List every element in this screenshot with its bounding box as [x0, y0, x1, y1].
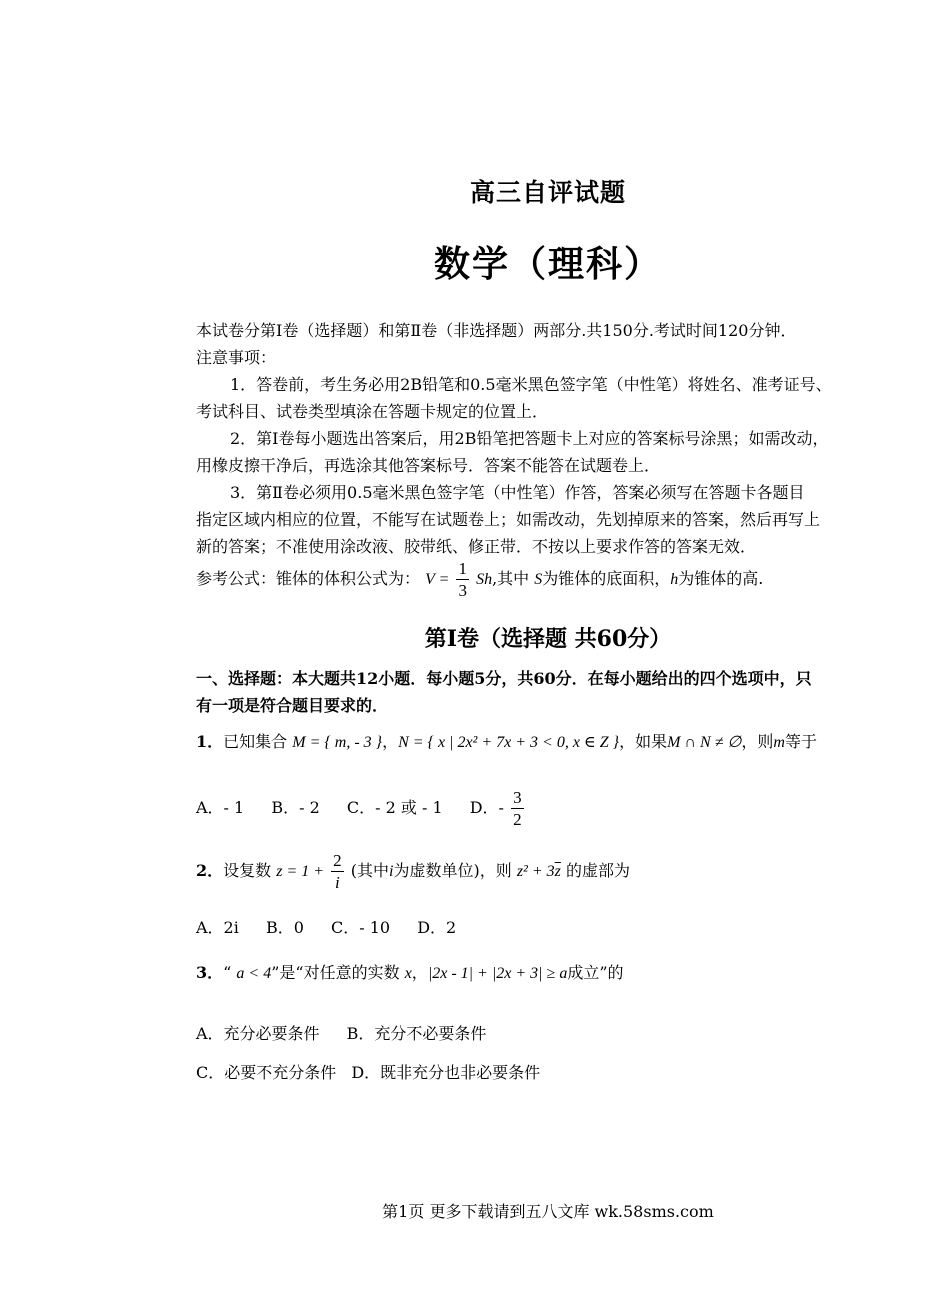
question-3-number: 3． — [196, 963, 224, 982]
question-1-text-c: ，则 — [741, 732, 774, 751]
part-1-instructions-a: 一、选择题：本大题共12小题．每小题5分，共60分．在每小题给出的四个选项中，只 — [196, 669, 812, 688]
question-2 — [196, 852, 630, 891]
intro-line: 本试卷分第Ⅰ卷（选择题）和第Ⅱ卷（非选择题）两部分.共150分.考试时间120分钟． — [196, 321, 797, 340]
question-3-var-x: x — [404, 965, 412, 982]
question-1 — [196, 729, 817, 752]
exam-subtitle: 高三自评试题 — [469, 178, 626, 207]
page-footer: 第1页 更多下载请到五八文库 wk.58sms.com — [382, 1202, 714, 1221]
question-2-options — [196, 915, 478, 938]
note-2-line-a: 2．第Ⅰ卷每小题选出答案后，用2B铅笔把答题卡上对应的答案标号涂黑；如需改动， — [230, 429, 829, 448]
question-3-options-row-1 — [196, 1021, 486, 1044]
notes-heading: 注意事项： — [196, 348, 277, 367]
part-1-heading: 第Ⅰ卷（选择题 共60分） — [424, 626, 672, 652]
question-1-number: 1． — [196, 732, 224, 751]
question-1-option-a: A．- 1 — [196, 798, 245, 817]
note-1-line-b: 考试科目、试卷类型填涂在答题卡规定的位置上． — [196, 402, 549, 421]
question-2-number: 2． — [196, 861, 224, 880]
question-3-sep: ， — [411, 963, 428, 982]
question-3-option-a: A．充分必要条件 — [196, 1024, 320, 1043]
question-2-var-i: i — [389, 863, 394, 880]
question-3-option-c: C．必要不充分条件 — [196, 1063, 337, 1082]
question-2-text-c: 为虚数单位)，则 — [393, 861, 512, 880]
fraction-denominator: 3 — [458, 581, 467, 600]
question-3 — [196, 960, 624, 983]
question-1-option-d-label: D．- — [469, 798, 504, 817]
question-1-text-a: 已知集合 — [223, 732, 288, 751]
formula-lhs: V = — [425, 571, 450, 588]
fraction-numerator: 2 — [333, 851, 342, 870]
question-3-option-d: D．既非充分也非必要条件 — [351, 1063, 541, 1082]
note-1-line-a: 1．答卷前，考生务必用2B铅笔和0.5毫米黑色签字笔（中性笔）将姓名、准考证号、 — [230, 375, 832, 394]
fraction-numerator: 1 — [458, 559, 467, 578]
question-2-option-c: C．- 10 — [331, 918, 391, 937]
question-1-option-d-fraction — [511, 789, 524, 828]
question-2-fraction — [331, 852, 344, 891]
formula-fraction — [456, 560, 469, 599]
question-2-option-b: B．0 — [265, 918, 304, 937]
formula-mid1: ,其中 — [492, 569, 530, 588]
formula-rhs: Sh — [476, 571, 493, 588]
question-1-text-d: 等于 — [784, 732, 817, 751]
question-3-condition: a < 4 — [236, 965, 272, 982]
question-2-conjugate: $\overline{z}$ — [554, 863, 561, 880]
question-3-inequality: |2x - 1| + |2x + 3| ≥ a — [427, 965, 568, 982]
question-1-option-b: B．- 2 — [271, 798, 320, 817]
note-3-line-b: 指定区域内相应的位置，不能写在试题卷上；如需改动，先划掉原来的答案，然后再写上 — [196, 510, 821, 529]
formula-var-s: S — [534, 571, 543, 588]
question-1-sep: ， — [382, 732, 399, 751]
note-2-line-b: 用橡皮擦干净后，再选涂其他答案标号．答案不能答在试题卷上． — [196, 456, 661, 475]
question-1-set-n: N = { x | 2x² + 7x + 3 < 0, x ∈ Z } — [398, 734, 620, 751]
formula-var-h: h — [670, 571, 679, 588]
note-3-line-a: 3．第Ⅱ卷必须用0.5毫米黑色签字笔（中性笔）作答，答案必须写在答题卡各题目 — [230, 483, 805, 502]
question-3-text-b: 成立”的 — [567, 963, 624, 982]
formula-mid2: 为锥体的底面积， — [542, 569, 671, 588]
question-2-option-d: D．2 — [417, 918, 457, 937]
question-3-text-a: ”是“对任意的实数 — [271, 963, 400, 982]
fraction-numerator: 3 — [513, 788, 522, 807]
question-3-option-b: B．充分不必要条件 — [346, 1024, 487, 1043]
question-1-text-b: ，如果 — [619, 732, 668, 751]
formula-prefix: 参考公式：锥体的体积公式为： — [196, 569, 421, 588]
reference-formula — [196, 560, 763, 599]
question-1-condition: M ∩ N ≠ ∅ — [667, 734, 742, 751]
part-1-instructions-b: 有一项是符合题目要求的． — [196, 696, 389, 715]
fraction-denominator: i — [335, 873, 340, 892]
question-2-option-a: A．2i — [196, 918, 239, 937]
note-3-line-c: 新的答案；不准使用涂改液、胶带纸、修正带．不按以上要求作答的答案无效． — [196, 537, 757, 556]
formula-suffix: 为锥体的高. — [678, 569, 764, 588]
question-3-quote-open: “ — [223, 963, 232, 982]
question-1-options — [196, 789, 526, 828]
question-1-option-c: C．- 2 或 - 1 — [346, 798, 443, 817]
question-3-options-row-2 — [196, 1060, 540, 1083]
question-2-expr-lhs: z = 1 + — [276, 863, 325, 880]
question-2-expr: z² + 3 — [516, 863, 555, 880]
question-2-text-d: 的虚部为 — [565, 861, 630, 880]
fraction-denominator: 2 — [513, 810, 522, 829]
question-2-text-a: 设复数 — [223, 861, 272, 880]
question-1-var: m — [773, 734, 785, 751]
question-2-text-b: (其中 — [350, 861, 390, 880]
exam-title: 数学（理科） — [433, 243, 662, 285]
question-1-set-m: M = { m, - 3 } — [292, 734, 383, 751]
